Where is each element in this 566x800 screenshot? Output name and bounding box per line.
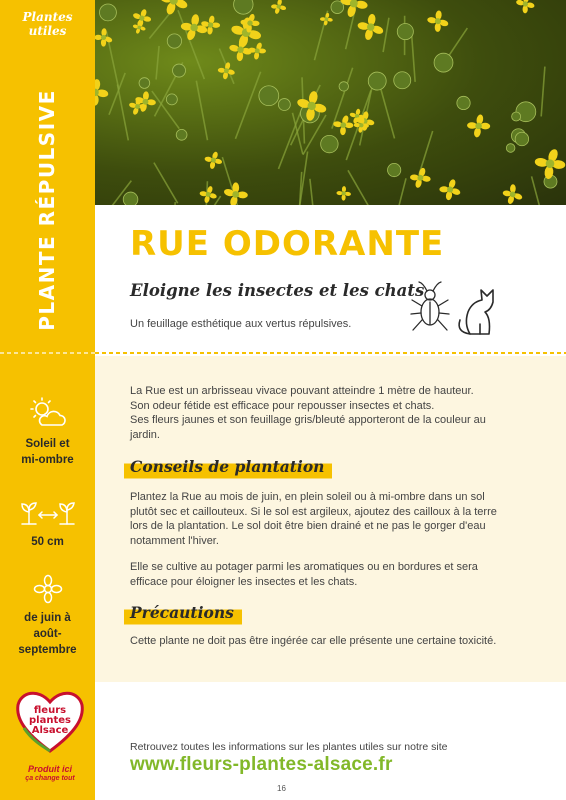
feature-label-line: Soleil et <box>25 438 70 450</box>
feature-label <box>0 436 95 468</box>
flower-icon <box>33 574 63 604</box>
page-number: 16 <box>277 784 286 793</box>
feature-label-line: de juin à <box>24 612 71 624</box>
text-line: efficace pour éloigner les insectes et les chats. <box>130 575 358 588</box>
description-paragraph <box>130 384 530 442</box>
logo-line: fleurs <box>33 705 67 716</box>
brand-label <box>0 10 95 38</box>
sun-cloud-icon <box>28 396 68 430</box>
logo-tagline <box>8 764 92 784</box>
text-line: notamment l'hiver. <box>130 534 219 547</box>
brand-line: Plantes <box>22 10 73 24</box>
text-line: Ses fleurs jaunes et son feuillage gris/bleuté apporteront de la couleur au <box>130 414 486 426</box>
repelled-animals <box>408 278 512 336</box>
intro-text: Un feuillage esthétique aux vertus répulsives. <box>130 318 352 330</box>
brand-logo <box>8 688 90 796</box>
logo-wordmark <box>8 706 92 736</box>
text-line: Elle se cultive au potager parmi les aromatiques ou en bordures et sera <box>130 561 478 573</box>
feature-label-line: août- <box>33 628 62 640</box>
page-subtitle: Eloigne les insectes et les chats <box>130 281 425 300</box>
logo-tagline-line: Produit ici <box>27 764 72 774</box>
cultivation-paragraph <box>130 560 530 589</box>
text-line: jardin. <box>130 428 160 441</box>
page-title: RUE ODORANTE <box>130 224 445 264</box>
footer-info: Retrouvez toutes les informations sur les plantes utiles sur notre site <box>130 741 448 753</box>
precautions-paragraph <box>130 634 530 649</box>
category-title: PLANTE RÉPULSIVE <box>35 89 59 331</box>
section-divider <box>95 352 566 354</box>
feature-label-line: mi-ombre <box>21 454 74 466</box>
insect-icon <box>411 282 449 330</box>
text-line: Plantez la Rue au mois de juin, en plein soleil ou à mi-ombre dans un sol <box>130 491 485 503</box>
logo-tagline-line: ça change tout <box>25 775 75 782</box>
feature-label <box>0 534 95 550</box>
logo-line: Alsace <box>31 725 69 736</box>
text-line: Son odeur fétide est efficace pour repousser insectes et chats. <box>130 399 435 412</box>
brand-line: utiles <box>28 24 67 38</box>
text-line: plutôt sec et caillouteux. Si le sol est argileux, ajoutez des cailloux à la terre <box>130 505 497 518</box>
feature-label <box>0 610 95 658</box>
plant-spacing-icon <box>19 498 77 528</box>
planting-paragraph <box>130 490 530 548</box>
feature-label-line: septembre <box>18 644 77 656</box>
sidebar <box>0 0 95 800</box>
feature-label-line: 50 cm <box>31 536 64 548</box>
feature-exposure <box>0 396 95 468</box>
flower-photo-illustration <box>95 0 566 205</box>
text-line: La Rue est un arbrisseau vivace pouvant atteindre 1 mètre de hauteur. <box>130 385 474 397</box>
sidebar-divider <box>0 352 95 354</box>
feature-flowering <box>0 574 95 658</box>
planting-advice-heading: Conseils de plantation <box>124 454 332 481</box>
logo-line: plantes <box>29 715 71 726</box>
feature-spacing <box>0 498 95 550</box>
text-line: Cette plante ne doit pas être ingérée car elle présente une certaine toxicité. <box>130 635 497 647</box>
cat-icon <box>459 290 493 334</box>
text-line: lors de la plantation. Le sol doit être bien drainé et ne pas le gorger d'eau <box>130 520 486 532</box>
precautions-heading: Précautions <box>124 600 242 627</box>
rue-plant-photo <box>95 0 566 205</box>
website-link[interactable]: www.fleurs-plantes-alsace.fr <box>130 754 393 775</box>
